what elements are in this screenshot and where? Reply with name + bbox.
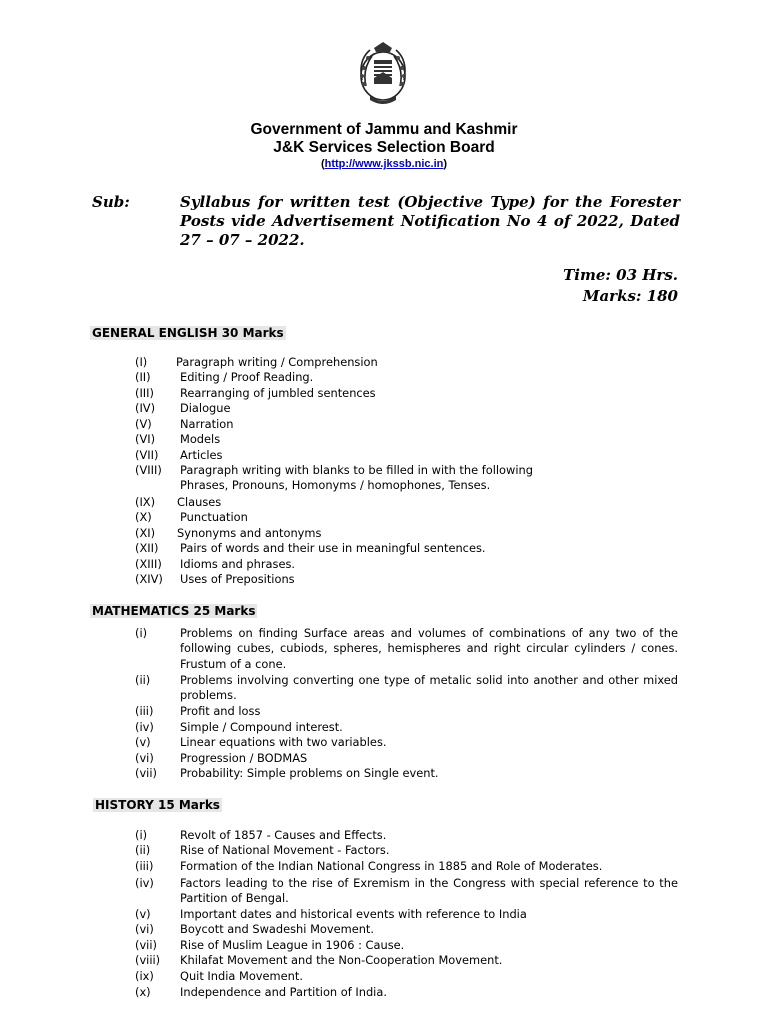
- item-number: (i): [135, 626, 148, 640]
- item-number: (I): [135, 355, 148, 369]
- item-text: Models: [180, 432, 221, 446]
- item-text: Rise of Muslim League in 1906 : Cause.: [180, 938, 405, 952]
- item-text: Formation of the Indian National Congress in 1885 and Role of Moderates.: [180, 859, 603, 873]
- item-number: (VIII): [135, 463, 162, 477]
- item-number: (II): [135, 370, 151, 384]
- section-title-mathematics: MATHEMATICS 25 Marks: [92, 604, 256, 618]
- exam-marks: Marks: 180: [582, 287, 678, 305]
- item-number: (v): [135, 907, 151, 921]
- item-text: Clauses: [177, 495, 222, 509]
- item-text: Problems on finding Surface areas and volumes of combinations of any two of the following cubes, cubiods, spheres, hemispheres and right circular cylinders / cones. Frustum of a cone.: [180, 626, 678, 671]
- item-number: (i): [135, 828, 148, 842]
- item-text: Editing / Proof Reading.: [180, 370, 314, 384]
- item-number: (vii): [135, 938, 157, 952]
- item-text: Rearranging of jumbled sentences: [180, 386, 376, 400]
- item-number: (iv): [135, 720, 154, 734]
- url-open-paren: (: [320, 158, 325, 170]
- item-number: (IX): [135, 495, 156, 509]
- item-number: (VII): [135, 448, 159, 462]
- header-url-line: [0, 158, 768, 171]
- government-emblem-icon: [352, 40, 414, 108]
- item-number: (ii): [135, 843, 151, 857]
- section-title-history: HISTORY 15 Marks: [95, 798, 220, 812]
- item-number: (vi): [135, 922, 154, 936]
- item-text: Paragraph writing / Comprehension: [176, 355, 378, 369]
- item-number: (iii): [135, 704, 154, 718]
- subject-label: Sub:: [92, 193, 130, 211]
- item-number: (v): [135, 735, 151, 749]
- item-text: Khilafat Movement and the Non-Cooperation Movement.: [180, 953, 503, 967]
- item-text: Narration: [180, 417, 234, 431]
- exam-time: Time: 03 Hrs.: [563, 266, 678, 284]
- item-number: (iii): [135, 859, 154, 873]
- subject-text: Syllabus for written test (Objective Type) for the Forester Posts vide Advertisement Notification No 4 of 2022, Dated 27 – 07 – 2022.: [180, 193, 680, 249]
- item-number: (iv): [135, 876, 154, 890]
- item-text: Important dates and historical events with reference to India: [180, 907, 527, 921]
- item-text: Independence and Partition of India.: [180, 985, 387, 999]
- item-number: (XIV): [135, 572, 163, 586]
- item-text: Probability: Simple problems on Single event.: [180, 766, 439, 780]
- item-text: Articles: [180, 448, 223, 462]
- item-text: Uses of Prepositions: [180, 572, 295, 586]
- item-number: (VI): [135, 432, 156, 446]
- item-text: Synonyms and antonyms: [177, 526, 322, 540]
- item-text: Paragraph writing with blanks to be filled in with the following Phrases, Pronouns, Homonyms / homophones, Tenses.: [180, 463, 533, 493]
- item-text: Linear equations with two variables.: [180, 735, 387, 749]
- item-number: (XI): [135, 526, 156, 540]
- url-close-paren: ): [443, 158, 448, 170]
- item-number: (XII): [135, 541, 159, 555]
- section-title-english: GENERAL ENGLISH 30 Marks: [92, 326, 284, 340]
- item-text: Profit and loss: [180, 704, 261, 718]
- item-number: (XIII): [135, 557, 162, 571]
- item-text: Problems involving converting one type of metalic solid into another and other mixed problems.: [180, 673, 678, 703]
- item-text: Idioms and phrases.: [180, 557, 296, 571]
- item-text: Quit India Movement.: [180, 969, 303, 983]
- header-board: J&K Services Selection Board: [273, 139, 495, 156]
- item-text: Pairs of words and their use in meaningful sentences.: [180, 541, 486, 555]
- item-number: (V): [135, 417, 152, 431]
- item-text: Rise of National Movement - Factors.: [180, 843, 390, 857]
- item-number: (ix): [135, 969, 154, 983]
- item-number: (X): [135, 510, 152, 524]
- item-number: (III): [135, 386, 154, 400]
- item-text: Punctuation: [180, 510, 248, 524]
- item-text: Progression / BODMAS: [180, 751, 308, 765]
- item-number: (vii): [135, 766, 157, 780]
- item-number: (IV): [135, 401, 156, 415]
- item-number: (ii): [135, 673, 151, 687]
- item-text: Factors leading to the rise of Exremism in the Congress with special reference to the Partition of Bengal.: [180, 876, 678, 906]
- item-number: (x): [135, 985, 151, 999]
- item-text: Dialogue: [180, 401, 231, 415]
- item-number: (viii): [135, 953, 161, 967]
- item-text: Boycott and Swadeshi Movement.: [180, 922, 375, 936]
- website-link[interactable]: http://www.jkssb.nic.in: [324, 158, 444, 170]
- header-government: Government of Jammu and Kashmir: [250, 121, 518, 138]
- item-number: (vi): [135, 751, 154, 765]
- item-text: Simple / Compound interest.: [180, 720, 343, 734]
- item-text: Revolt of 1857 - Causes and Effects.: [180, 828, 387, 842]
